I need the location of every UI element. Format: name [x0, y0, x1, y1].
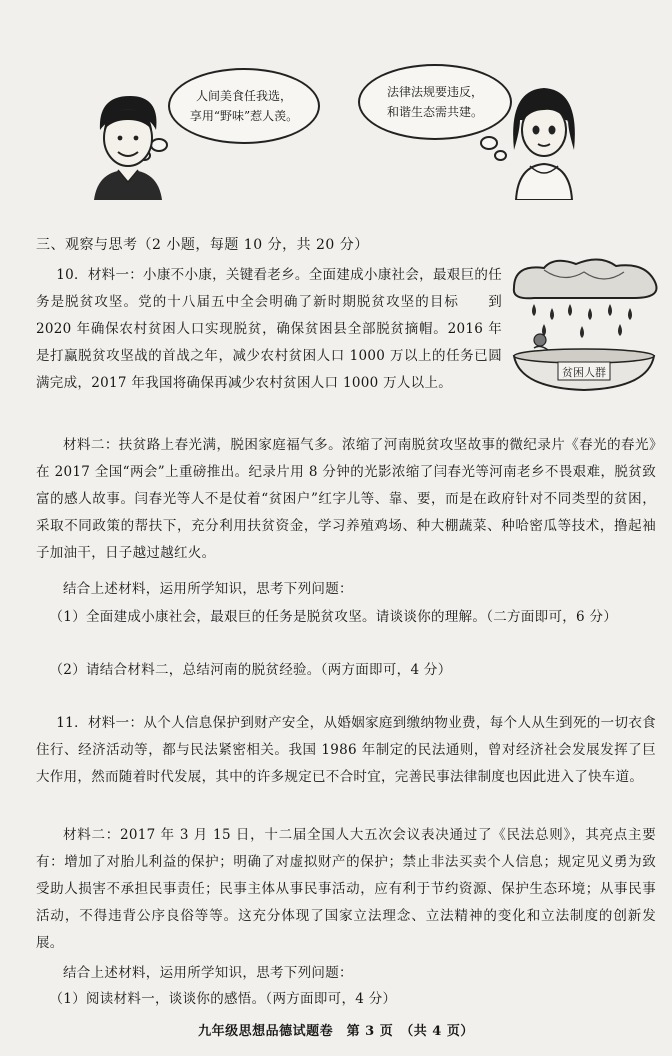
girl-figure [508, 80, 580, 200]
bubble-tail [494, 150, 507, 161]
q11-question-1: （1）阅读材料一，谈谈你的感悟。（两方面即可，4 分） [49, 991, 397, 1007]
right-bubble-line-1: 法律法规要违反， [386, 85, 483, 99]
left-speech-bubble [168, 68, 320, 144]
page-footer: 九年级思想品德试题卷 第 3 页 （共 4 页） [198, 1024, 474, 1039]
right-bubble-line-2: 和谐生态需共建。 [386, 105, 483, 119]
q10-question-2: （2）请结合材料二，总结河南的脱贫经验。（两方面即可，4 分） [49, 662, 452, 678]
right-speech-bubble [358, 64, 512, 140]
poverty-cartoon [504, 258, 664, 398]
bubble-tail [480, 136, 498, 150]
section-title: 三、观察与思考（2 小题，每题 10 分，共 20 分） [36, 237, 369, 253]
poverty-label: 贫困人群 [562, 366, 606, 379]
q10-material-1: 10．材料一：小康不小康，关键看老乡。全面建成小康社会，最艰巨的任务是脱贫攻坚。党的十八届五中全会明确了新时期脱贫攻坚的目标 到 2020 年确保农村贫困人口实现脱贫，确保贫困县全部脱贫摘帽。2016 年是打赢脱贫攻坚战的首战之年，减少农村贫困人口 1000 万以上的任务已圆满完成，2017 年我国将确保再减少农村贫困人口 1000 万人以上。 [36, 267, 502, 391]
q11-prompt: 结合上述材料，运用所学知识，思考下列问题： [63, 965, 353, 981]
cartoon-illustration [90, 60, 580, 235]
left-bubble-line-2: 享用“野味”惹人羡。 [189, 109, 299, 123]
q11-material-1: 11．材料一：从个人信息保护到财产安全，从婚姻家庭到缴纳物业费，每个人从生到死的一切衣食住行、经济活动等，都与民法紧密相关。我国 1986 年制定的民法通则，曾对经济社会发展发挥了巨大作用，然而随着时代发展，其中的许多规定已不合时宜，完善民事法律制度也因此进入了快车道。 [36, 715, 656, 785]
boy-figure [90, 90, 168, 200]
q10-question-1: （1）全面建成小康社会，最艰巨的任务是脱贫攻坚。请谈谈你的理解。（二方面即可，6 分） [49, 609, 618, 625]
left-bubble-line-1: 人间美食任我选， [195, 89, 292, 103]
q10-prompt: 结合上述材料，运用所学知识，思考下列问题： [63, 581, 353, 597]
q11-material-2: 材料二：2017 年 3 月 15 日，十二届全国人大五次会议表决通过了《民法总则》，其亮点主要有：增加了对胎儿利益的保护；明确了对虚拟财产的保护；禁止非法买卖个人信息；规定见义勇为致受助人损害不承担民事责任；民事主体从事民事活动，应有利于节约资源、保护生态环境；从事民事活动，不得违背公序良俗等等。这充分体现了国家立法理念、立法精神的变化和立法制度的创新发展。 [36, 827, 656, 951]
q10-material-2: 材料二：扶贫路上春光满，脱困家庭福气多。浓缩了河南脱贫攻坚故事的微纪录片《春光的春光》在 2017 全国“两会”上重磅推出。纪录片用 8 分钟的光影浓缩了闫春光等河南老乡不畏艰难，脱贫致富的感人故事。闫春光等人不是仗着“贫困户”红字儿等、靠、要，而是在政府针对不同类型的贫困，采取不同政策的帮扶下，充分利用扶贫资金，学习养殖鸡场、种大棚蔬菜、种哈密瓜等技术，撸起袖子加油干，日子越过越红火。 [36, 437, 656, 561]
